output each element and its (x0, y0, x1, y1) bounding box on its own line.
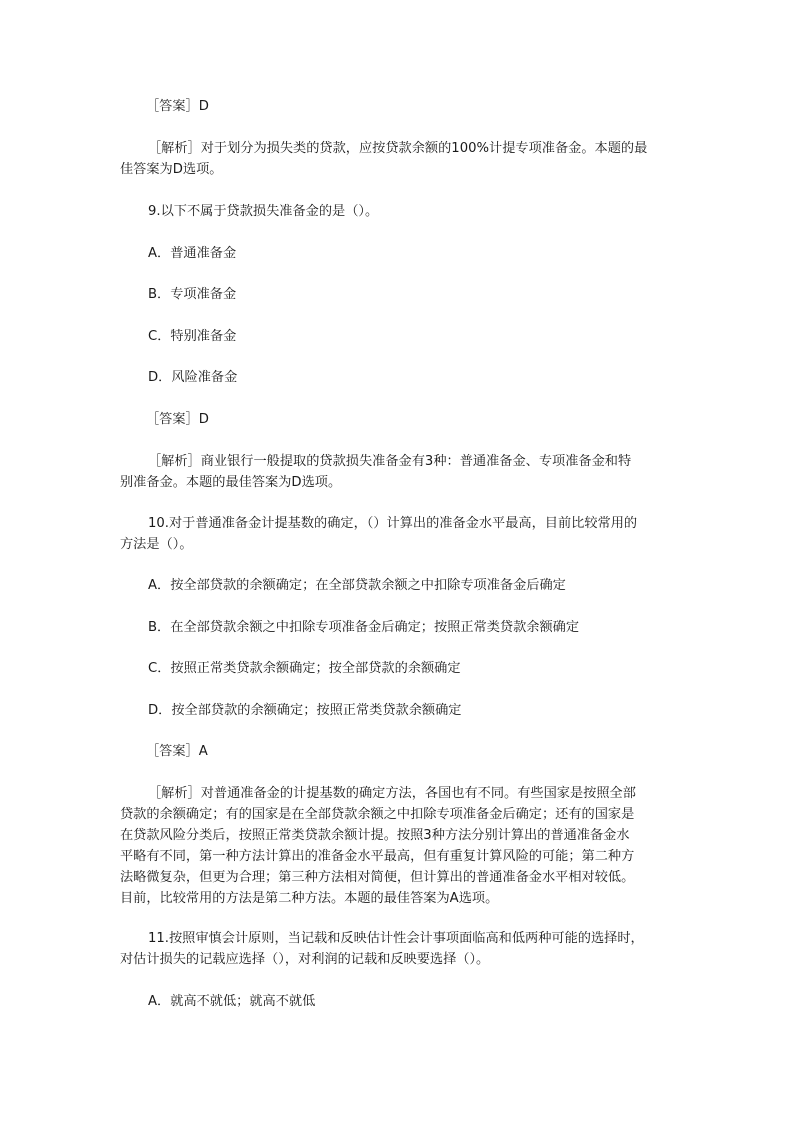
question-11-line-1: 11.按照审慎会计原则，当记载和反映估计性会计事项面临高和低两种可能的选择时， (148, 931, 644, 946)
question-10-line-2: 方法是（）。 (120, 537, 193, 552)
question-9-option-b: B．专项准备金 (148, 287, 237, 302)
answer-10: ［答案］A (146, 744, 208, 759)
answer-8: ［答案］D (146, 99, 209, 114)
explanation-8-line-2: 佳答案为D选项。 (120, 162, 223, 177)
explanation-10 (120, 783, 680, 909)
question-10-option-c: C．按照正常类贷款余额确定；按全部贷款的余额确定 (148, 661, 461, 676)
explanation-8-line-1: ［解析］对于划分为损失类的贷款，应按贷款余额的100%计提专项准备金。本题的最 (148, 141, 648, 156)
question-9-option-d: D．风险准备金 (148, 370, 238, 385)
question-11 (120, 928, 680, 970)
explanation-9-line-2: 别准备金。本题的最佳答案为D选项。 (120, 475, 342, 490)
explanation-8 (120, 138, 680, 180)
question-10-option-a: A．按全部贷款的余额确定；在全部贷款余额之中扣除专项准备金后确定 (148, 578, 566, 593)
question-10-option-d: D．按全部贷款的余额确定；按照正常类贷款余额确定 (148, 703, 462, 718)
question-9-option-a: A．普通准备金 (148, 246, 237, 261)
question-10-line-1: 10.对于普通准备金计提基数的确定，（）计算出的准备金水平最高，目前比较常用的 (148, 516, 638, 531)
question-9-option-c: C．特别准备金 (148, 329, 237, 344)
explanation-9-line-1: ［解析］商业银行一般提取的贷款损失准备金有3种：普通准备金、专项准备金和特 (148, 454, 632, 469)
explanation-10-line-5: 法略微复杂，但更为合理；第三种方法相对简便，但计算出的普通准备金水平相对较低。 (120, 870, 635, 885)
explanation-10-line-6: 目前，比较常用的方法是第二种方法。本题的最佳答案为A选项。 (120, 891, 499, 906)
explanation-10-line-1: ［解析］对普通准备金的计提基数的确定方法，各国也有不同。有些国家是按照全部 (148, 786, 636, 801)
explanation-9 (120, 451, 680, 493)
question-11-option-a: A．就高不就低；就高不就低 (148, 994, 316, 1009)
question-10-option-b: B．在全部贷款余额之中扣除专项准备金后确定；按照正常类贷款余额确定 (148, 620, 580, 635)
question-11-line-2: 对估计损失的记载应选择（），对利润的记载和反映要选择（）。 (120, 952, 490, 967)
explanation-10-line-3: 在贷款风险分类后，按照正常类贷款余额计提。按照3种方法分别计算出的普通准备金水 (120, 828, 630, 843)
question-9: 9.以下不属于贷款损失准备金的是（）。 (148, 204, 379, 219)
explanation-10-line-4: 平略有不同，第一种方法计算出的准备金水平最高，但有重复计算风险的可能；第二种方 (120, 849, 635, 864)
explanation-10-line-2: 贷款的余额确定；有的国家是在全部贷款余额之中扣除专项准备金后确定；还有的国家是 (120, 807, 635, 822)
answer-9: ［答案］D (146, 412, 209, 427)
question-10 (120, 513, 680, 555)
